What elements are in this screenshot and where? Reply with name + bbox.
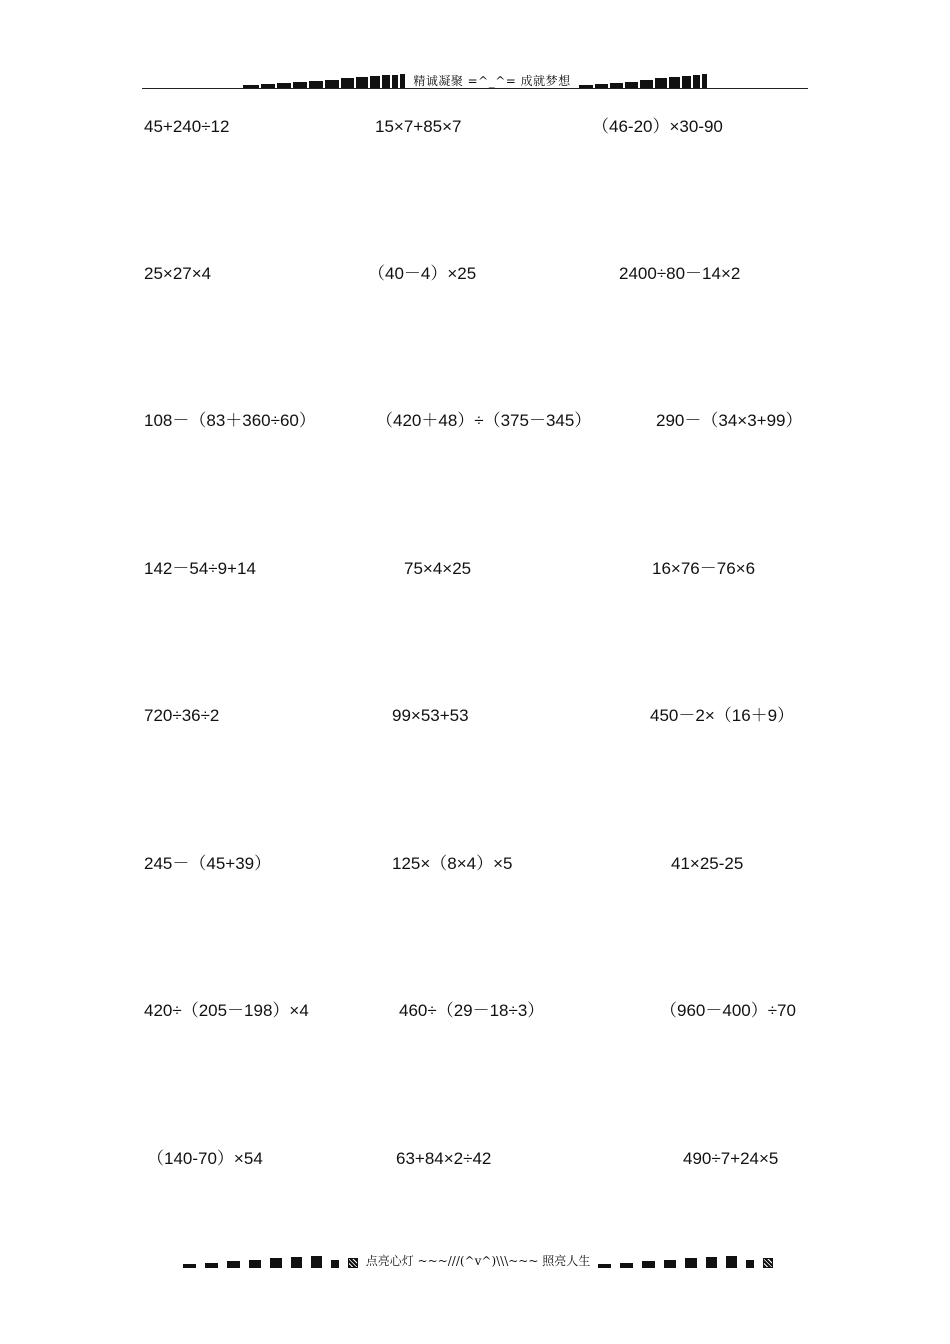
problem-15: 450－2×（16＋9） [650,706,795,725]
problem-23: 63+84×2÷42 [396,1149,492,1168]
problem-13: 720÷36÷2 [144,706,220,725]
problem-2: 15×7+85×7 [375,117,462,136]
header-rule [142,88,808,89]
page-footer [158,1250,798,1268]
problem-21: （960－400）÷70 [660,1001,796,1020]
header-bars-right [579,74,707,88]
problem-6: 2400÷80－14×2 [619,264,741,283]
problem-7: 108－（83＋360÷60） [144,411,316,430]
page-header [142,70,808,88]
footer-blocks-right [598,1254,773,1268]
problem-17: 125×（8×4）×5 [392,854,513,873]
problem-22: （140-70）×54 [147,1149,263,1168]
problem-12: 16×76－76×6 [652,559,756,578]
header-motto: 精诚凝聚 =^_^= 成就梦想 [413,74,571,88]
problem-3: （46-20）×30-90 [592,117,723,136]
problem-4: 25×27×4 [144,264,212,283]
problem-16: 245－（45+39） [144,854,272,873]
problem-1: 45+240÷12 [144,117,230,136]
problem-24: 490÷7+24×5 [683,1149,779,1168]
problem-11: 75×4×25 [404,559,472,578]
footer-blocks-left [183,1254,358,1268]
footer-motto: 点亮心灯 ~~~///(^v^)\\\~~~ 照亮人生 [365,1254,591,1268]
problem-5: （40－4）×25 [368,264,477,283]
problem-18: 41×25-25 [671,854,744,873]
header-bars-left [243,74,405,88]
problem-20: 460÷（29－18÷3） [399,1001,545,1020]
problem-19: 420÷（205－198）×4 [144,1001,309,1020]
problem-14: 99×53+53 [392,706,469,725]
problem-8: （420＋48）÷（375－345） [376,411,592,430]
problem-10: 142－54÷9+14 [144,559,256,578]
problem-9: 290－（34×3+99） [656,411,803,430]
